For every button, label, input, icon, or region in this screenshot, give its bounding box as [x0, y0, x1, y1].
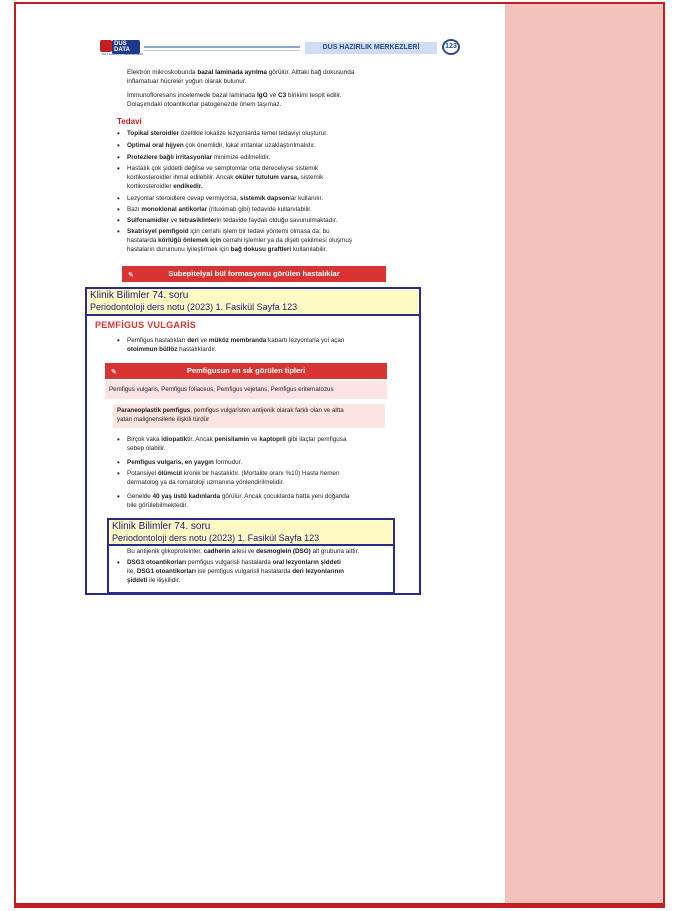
subepitelyal-banner: ✎ Subepitelyal bül formasyonu görülen hastalıklar [122, 266, 386, 282]
desmoglein-paragraph: Bu antijenik glikoproteinler, cadherin ailesi ve desmoglein (DSG) alt grubuna aittir. [127, 548, 360, 555]
bottom-rule [14, 905, 665, 908]
pemfigus-bullet-1: • Birçok vaka idiopatiktir. Ancak penisilamin ve kaptopril gibi ilaçlar pemfigusa sebep olabilir. [117, 435, 395, 453]
header-divider-thin [144, 50, 300, 51]
logo-icon [100, 40, 112, 52]
tedavi-bullet-2: • Optimal oral hijyen çok önemlidir, lokal irritanlar uzaklaştırılmalıdır. [117, 141, 399, 150]
tedavi-bullet-1: • Topikal steroidler özellikle lokalize lezyonlarda temel tedaviyi oluşturur. [117, 129, 399, 138]
paraneoplastik-note: Paraneoplastik pemfigus, pemfigus vulgaristen antijenik olarak farklı olan ve altta yatan malignensilerle ilişkili türdür [113, 404, 385, 428]
annotation-title-1: Klinik Bilimler 74. soru [90, 290, 189, 301]
page-header [100, 38, 462, 58]
tedavi-bullet-7: • Sulfonamidler ve tetrasiklinlerin tedavide faydalı olduğu savunulmaktadır. [117, 216, 399, 225]
tedavi-bullet-8: • Skatrisyel pemfigoid için cerrahi işlem bir tedavi yöntemi olmasa da; bu hastalarda körlüğü önlemek için cerrahi işlemler ya da dişeti çekilmesi oluşmuş hastaların durumunu iyileştirmek için bağ dokusu graftleri kullanılabilir. [117, 227, 399, 254]
tedavi-bullet-5: • Lezyonlar steroidlere cevap vermiyorsa, sistemik dapsonlar kullanılır. [117, 194, 399, 203]
dsg-bullet: • DSG3 otoantikorları pemfigus vulgarisli hastalarda oral lezyonların şiddeti ile, DSG1 otoantikorları ise pemfigus vulgarisli hastalarda deri lezyonlarının şiddeti ile ilişkilidir. [117, 558, 399, 585]
pemfigus-bullet-2: • Pemfigus vulgaris, en yaygın formudur. [117, 458, 395, 467]
intro-paragraph-1: Elektron mikroskobunda bazal laminada ayrılma görülür. Alttaki bağ dokusunda inflamatuar hücreler yoğun olarak bulunur. [127, 69, 355, 85]
header-divider [144, 46, 300, 48]
annotation-source-2: Periodontoloji ders notu (2023) 1. Fasikül Sayfa 123 [112, 533, 320, 543]
annotation-title-2: Klinik Bilimler 74. soru [112, 521, 211, 532]
pemfigus-types-list: Pemfigus vulgaris, Pemfigus foliaceus, Pemfigus vejetans, Pemfigus eritematozus [105, 381, 387, 399]
pemfigus-bullet-3: • Potansiyel ölümcül kronik bir hastalıktır. (Mortalite oranı %10) Hasta hemen dermatolog ya da romatoloji uzmanına yönlendirilmelidir. [117, 469, 395, 487]
tedavi-bullet-4: • Hastalık çok şiddetli değilse ve semptomlar orta dereceliyse sistemik kortikosteroidler ihmal edilebilir. Ancak oküler tutulum varsa, sistemik kortikosteroidler endikedir. [117, 164, 399, 191]
dusdata-logo [100, 38, 143, 56]
pemfigus-heading: PEMFİGUS VULGARİS [95, 320, 197, 330]
annotation-source-1: Periodontoloji ders notu (2023) 1. Fasikül Sayfa 123 [90, 302, 298, 312]
logo-text: DUS DATA [112, 40, 140, 54]
pen-icon: ✎ [111, 369, 117, 376]
pemfigus-bullet-4: • Genelde 40 yaş üstü kadınlarda görülür. Ancak çocuklarda hatta yeni doğanda bile görülebilmektedir. [117, 492, 395, 510]
intro-paragraph-2: İmmunofloresans incelemede bazal laminada IgG ve C3 birikimi tespit edilir. Dolaşımdaki otoantikorlar patogenezde önem taşımaz. [127, 92, 342, 108]
header-title: DUS HAZIRLIK MERKEZLERİ [305, 42, 437, 54]
pen-icon: ✎ [128, 272, 134, 279]
annotation-box-1[interactable] [85, 287, 421, 316]
tedavi-bullet-6: • Bazı monoklonal antikorlar (rituximab gibi) tedavide kullanılabilir. [117, 205, 399, 214]
page-number: 123 [442, 39, 460, 55]
annotation-box-2[interactable] [107, 518, 395, 546]
tedavi-heading: Tedavi [117, 117, 142, 126]
tedavi-bullet-3: • Protezlere bağlı irritasyonlar minimize edilmelidir. [117, 153, 399, 162]
pemfigus-types-banner: ✎ Pemfigusun en sık görülen tipleri [105, 363, 387, 379]
logo-subtext: DUS HAZIRLIK MERKEZLERİ [102, 52, 143, 56]
pemfigus-bullet-intro: • Pemfigus hastalıkları deri ve müköz membranda kabartı lezyonlarla yol açan otoimmun büllöz hastalıklardır. [117, 336, 395, 354]
